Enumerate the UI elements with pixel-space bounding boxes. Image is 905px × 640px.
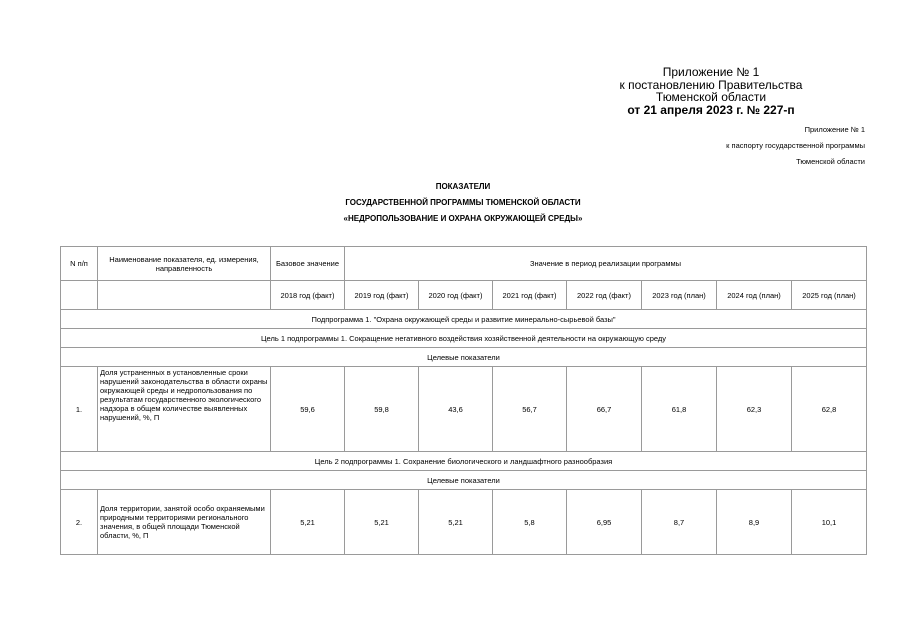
table-row xyxy=(61,490,867,555)
year-header: 2024 год (план) xyxy=(717,281,792,310)
value-cell: 56,7 xyxy=(493,367,567,452)
doc-title-line1: ПОКАЗАТЕЛИ xyxy=(435,182,491,191)
document-header xyxy=(581,66,841,116)
col-header-num: N п/п xyxy=(61,247,98,281)
year-header: 2025 год (план) xyxy=(792,281,867,310)
row-number: 1. xyxy=(61,367,98,452)
value-cell: 8,9 xyxy=(717,490,792,555)
goal-2-title: Цель 2 подпрограммы 1. Сохранение биологического и ландшафтного разнообразия xyxy=(61,452,867,471)
targets-2-title: Целевые показатели xyxy=(61,471,867,490)
col-header-period: Значение в период реализации программы xyxy=(345,247,867,281)
empty-cell xyxy=(61,281,98,310)
header-date-number: от 21 апреля 2023 г. № 227-п xyxy=(627,102,795,117)
indicators-table xyxy=(60,246,867,555)
header-region-label: Тюменской области xyxy=(655,90,767,104)
table-header-row xyxy=(61,247,867,281)
col-header-base: Базовое значение xyxy=(271,247,345,281)
value-cell: 6,95 xyxy=(567,490,642,555)
doc-title-line2: ГОСУДАРСТВЕННОЙ ПРОГРАММЫ ТЮМЕНСКОЙ ОБЛАСТИ xyxy=(345,198,581,207)
goal-row xyxy=(61,452,867,471)
value-cell: 5,21 xyxy=(271,490,345,555)
value-cell: 43,6 xyxy=(419,367,493,452)
targets-1-title: Целевые показатели xyxy=(61,348,867,367)
value-cell: 59,8 xyxy=(345,367,419,452)
doc-title-line3: «НЕДРОПОЛЬЗОВАНИЕ И ОХРАНА ОКРУЖАЮЩЕЙ СРЕДЫ» xyxy=(343,214,583,223)
value-cell: 61,8 xyxy=(642,367,717,452)
sub-header-passport: к паспорту государственной программы xyxy=(726,141,865,150)
value-cell: 66,7 xyxy=(567,367,642,452)
goal-row xyxy=(61,329,867,348)
empty-cell xyxy=(98,281,271,310)
targets-row xyxy=(61,348,867,367)
sub-header-region: Тюменской области xyxy=(796,157,865,166)
value-cell: 5,21 xyxy=(419,490,493,555)
year-header: 2023 год (план) xyxy=(642,281,717,310)
goal-1-title: Цель 1 подпрограммы 1. Сокращение негативного воздействия хозяйственной деятельности на окружающую среду xyxy=(61,329,867,348)
year-header: 2021 год (факт) xyxy=(493,281,567,310)
row-number: 2. xyxy=(61,490,98,555)
sub-header-appendix: Приложение № 1 xyxy=(804,125,865,134)
subprogram-row xyxy=(61,310,867,329)
table-row xyxy=(61,367,867,452)
subprogram-title: Подпрограмма 1. "Охрана окружающей среды и развитие минерально-сырьевой базы" xyxy=(61,310,867,329)
targets-row xyxy=(61,471,867,490)
value-cell: 5,21 xyxy=(345,490,419,555)
year-header: 2022 год (факт) xyxy=(567,281,642,310)
value-cell: 8,7 xyxy=(642,490,717,555)
value-cell: 62,3 xyxy=(717,367,792,452)
year-header: 2019 год (факт) xyxy=(345,281,419,310)
year-header: 2020 год (факт) xyxy=(419,281,493,310)
header-resolution-label: к постановлению Правительства xyxy=(619,77,803,92)
year-header: 2018 год (факт) xyxy=(271,281,345,310)
value-cell: 62,8 xyxy=(792,367,867,452)
value-cell: 5,8 xyxy=(493,490,567,555)
indicator-name: Доля устраненных в установленные сроки нарушений законодательства в области охраны окружающей среды и недропользования по результатам государственного экологического надзора в общем количестве выявленных нарушений, %, П xyxy=(98,367,271,452)
table-years-row xyxy=(61,281,867,310)
header-appendix-label: Приложение № 1 xyxy=(662,65,760,79)
value-cell: 10,1 xyxy=(792,490,867,555)
value-cell: 59,6 xyxy=(271,367,345,452)
col-header-name: Наименование показателя, ед. измерения, направленность xyxy=(98,247,271,281)
indicator-name: Доля территории, занятой особо охраняемыми природными территориями регионального значения, в общей площади Тюменской области, %, П xyxy=(98,490,271,555)
